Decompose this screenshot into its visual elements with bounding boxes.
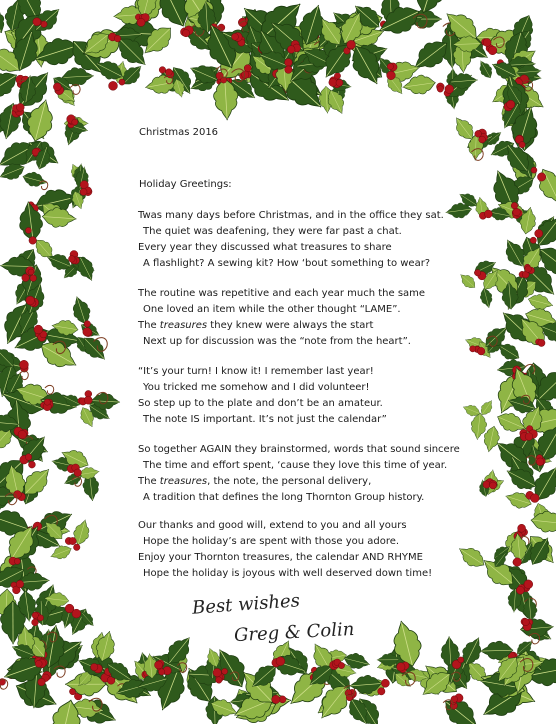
signoff: Best wishes — [191, 590, 301, 619]
poem-line: One loved an item while the other thought “LAME”. — [143, 304, 401, 315]
poem-line: The routine was repetitive and each year much the same — [138, 288, 426, 299]
poem-line: The quiet was deafening, they were far past a chat. — [143, 226, 402, 237]
poem-line: Hope the holiday’s are spent with those you adore. — [143, 536, 400, 547]
poem-line: Twas many days before Christmas, and in the office they sat. — [138, 210, 444, 221]
poem-line: Enjoy your Thornton treasures, the calendar AND RHYME — [138, 552, 423, 563]
poem-line: Hope the holiday is joyous with well deserved down time! — [143, 568, 433, 579]
poem-line: “It’s your turn! I know it! I remember last year! — [138, 366, 374, 377]
signature: Greg & Colin — [233, 618, 355, 647]
poem-line: The treasures they knew were always the start — [138, 320, 374, 331]
letter-date: Christmas 2016 — [139, 127, 219, 138]
poem-line: The note IS important. It’s not just the calendar” — [143, 414, 387, 425]
poem-line: A flashlight? A sewing kit? How ‘bout something to wear? — [143, 258, 431, 269]
poem-line: A tradition that defines the long Thornton Group history. — [143, 492, 425, 503]
poem-line: So together AGAIN they brainstormed, words that sound sincere — [138, 444, 460, 455]
poem-line: Our thanks and good will, extend to you and all yours — [138, 520, 407, 531]
poem-line: The time and effort spent, ‘cause they love this time of year. — [143, 460, 448, 471]
poem-line: You tricked me somehow and I did volunteer! — [143, 382, 370, 393]
poem-line: Next up for discussion was the “note from the heart”. — [143, 336, 411, 347]
poem-line: So step up to the plate and don’t be an amateur. — [138, 398, 383, 409]
poem-line: The treasures, the note, the personal delivery, — [138, 476, 372, 487]
letter-greeting: Holiday Greetings: — [139, 179, 232, 190]
poem-line: Every year they discussed what treasures to share — [138, 242, 392, 253]
